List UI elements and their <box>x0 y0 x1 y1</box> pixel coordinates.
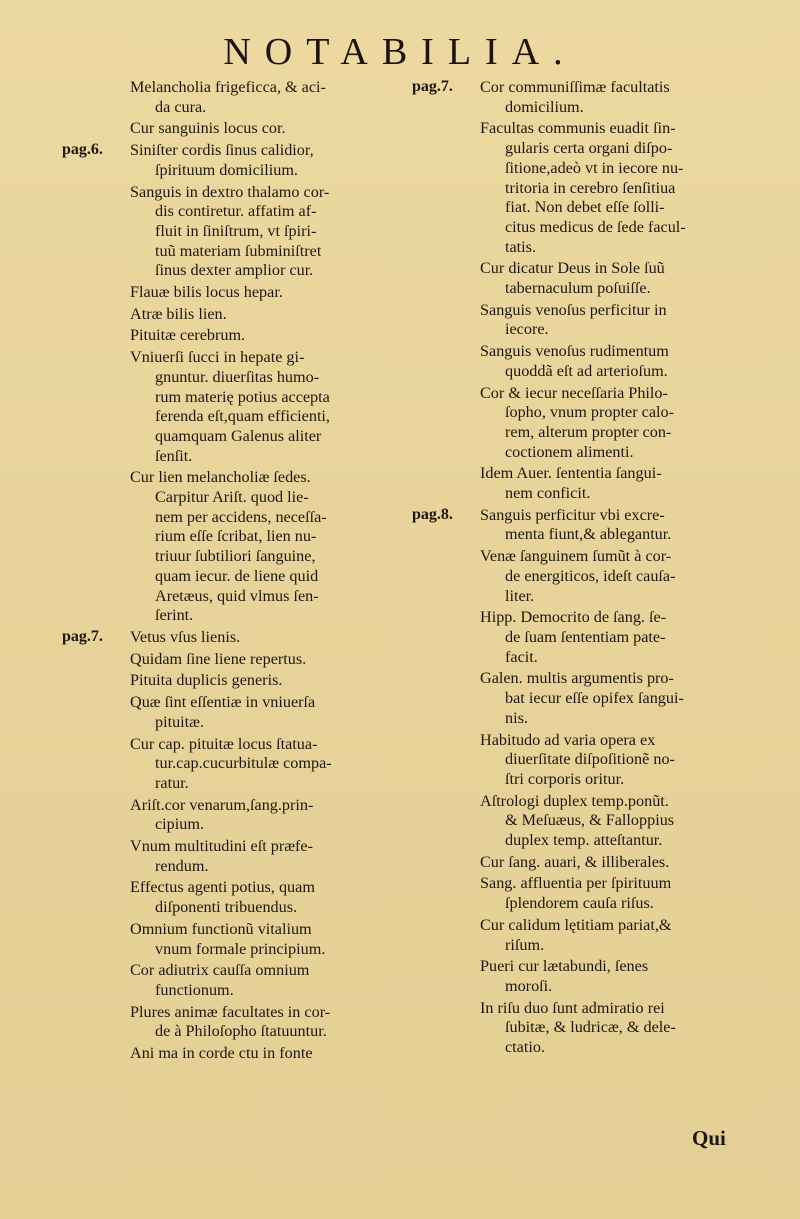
right-column <box>480 78 770 1060</box>
entry-line: gnuntur. diuerſitas humo- <box>155 367 320 386</box>
entry-line: fluit in ſiniſtrum, vt ſpiri- <box>155 221 317 240</box>
index-entry <box>130 348 400 466</box>
entry-line: tatis. <box>505 237 537 256</box>
index-entry <box>130 119 400 139</box>
entry-line: de energiticos, ideſt cauſa- <box>505 566 676 585</box>
index-entry <box>130 671 400 691</box>
index-entry <box>130 326 400 346</box>
index-entry <box>480 853 770 873</box>
entry-line: Omnium functionũ vitalium <box>130 919 312 938</box>
page-reference: pag.6. <box>62 141 103 159</box>
entry-line: vnum formale principium. <box>155 939 326 958</box>
index-entry <box>130 305 400 325</box>
index-entry <box>130 693 400 732</box>
entry-line: triuur ſubtiliori ſanguine, <box>155 547 316 566</box>
entry-line: rem, alterum propter con- <box>505 422 672 441</box>
entry-line: diſponenti tribuendus. <box>155 898 298 917</box>
index-entry <box>130 283 400 303</box>
entry-line: Cur dicatur Deus in Sole ſuũ <box>480 259 665 278</box>
entry-line: fiat. Non debet eſſe ſolli- <box>505 198 665 217</box>
entry-line: nis. <box>505 708 528 727</box>
index-entry <box>130 183 400 282</box>
entry-line: & Meſuæus, & Falloppius <box>505 811 675 830</box>
entry-line: tuũ materiam ſubminiſtret <box>155 241 322 260</box>
index-entry <box>130 141 400 180</box>
entry-line: facit. <box>505 647 538 666</box>
index-entry <box>130 650 400 670</box>
entry-line: ſubitæ, & ludricæ, & dele- <box>505 1018 676 1037</box>
entry-line: riſum. <box>505 935 545 954</box>
entry-line: bat iecur eſſe opifex ſangui- <box>505 689 684 708</box>
index-entry <box>480 608 770 667</box>
index-entry <box>130 78 400 117</box>
entry-line: Sang. affluentia per ſpirituum <box>480 874 672 893</box>
index-entry <box>130 628 400 648</box>
entry-line: nem conficit. <box>505 484 591 503</box>
entry-line: liter. <box>505 586 535 605</box>
entry-line: tritoria in cerebro ſenſitiua <box>505 178 676 197</box>
entry-line: Pueri cur lætabundi, ſenes <box>480 957 649 976</box>
page-title: NOTABILIA. <box>223 31 577 73</box>
index-entry <box>480 506 770 545</box>
entry-line: Pituita duplicis generis. <box>130 671 283 690</box>
entry-line: rum materię potius accepta <box>155 387 330 406</box>
entry-line: Vnum multitudini eſt præfe- <box>130 837 313 856</box>
entry-line: Atræ bilis lien. <box>130 304 227 323</box>
entry-line: Venæ ſanguinem ſumũt à cor- <box>480 547 672 566</box>
entry-line: Melancholia frigeficca, & aci- <box>130 78 326 96</box>
entry-line: domicilium. <box>505 97 584 116</box>
entry-line: Quæ ſint eſſentiæ in vniuerſa <box>130 693 316 712</box>
entry-line: nem per accidens, neceſſa- <box>155 507 327 526</box>
entry-line: de ſuam ſententiam pate- <box>505 627 666 646</box>
index-entry <box>480 384 770 463</box>
entry-line: quam iecur. de liene quid <box>155 566 319 585</box>
entry-line: Sanguis in dextro thalamo cor- <box>130 182 330 201</box>
catchword: Qui <box>692 1126 726 1150</box>
entry-line: ſinus dexter amplior cur. <box>155 261 314 280</box>
index-entry <box>130 468 400 626</box>
index-entry <box>480 342 770 381</box>
entry-line: Ani ma in corde ctu in fonte <box>130 1044 313 1063</box>
entry-line: Vniuerſi ſucci in hepate gi- <box>130 348 305 367</box>
entry-line: de à Philoſopho ſtatuuntur. <box>155 1022 327 1041</box>
entry-line: diuerſitate diſpoſitionẽ no- <box>505 750 675 769</box>
entry-line: Cur calidum lętitiam pariat,& <box>480 915 672 934</box>
entry-line: gularis certa organi diſpo- <box>505 139 673 158</box>
entry-line: Idem Auer. ſententia ſangui- <box>480 464 662 483</box>
left-column <box>130 78 400 1066</box>
entry-line: Aſtrologi duplex temp.ponũt. <box>480 791 669 810</box>
entry-line: citus medicus de ſede facul- <box>505 217 686 236</box>
index-entry <box>130 1003 400 1042</box>
entry-line: functionum. <box>155 980 234 999</box>
entry-line: ſopho, vnum propter calo- <box>505 403 675 422</box>
entry-line: Cor & iecur neceſſaria Philo- <box>480 383 668 402</box>
index-entry <box>480 78 770 117</box>
entry-line: rendum. <box>155 856 209 875</box>
entry-line: Pituitæ cerebrum. <box>130 326 246 345</box>
entry-line: Quidam ſine liene repertus. <box>130 649 307 668</box>
entry-line: quoddã eſt ad arterioſum. <box>505 361 668 380</box>
entry-line: Cor adiutrix cauſſa omnium <box>130 961 310 980</box>
index-entry <box>480 547 770 606</box>
entry-line: ctatio. <box>505 1038 546 1057</box>
entry-line: tur.cap.cucurbitulæ compa- <box>155 754 332 773</box>
entry-line: duplex temp. atteſtantur. <box>505 831 663 850</box>
index-entry <box>480 119 770 257</box>
entry-line: da cura. <box>155 97 207 116</box>
index-entry <box>480 731 770 790</box>
entry-line: Facultas communis euadit ſin- <box>480 119 676 138</box>
entry-line: menta fiunt,& ablegantur. <box>505 525 672 544</box>
entry-line: In riſu duo ſunt admiratio rei <box>480 998 665 1017</box>
entry-line: Hipp. Democrito de ſang. ſe- <box>480 608 667 627</box>
index-entry <box>480 464 770 503</box>
entry-line: rium eſſe ſcribat, lien nu- <box>155 527 317 546</box>
index-entry <box>130 920 400 959</box>
entry-line: Sanguis venoſus perficitur in <box>480 300 667 319</box>
index-entry <box>130 837 400 876</box>
index-entry <box>480 301 770 340</box>
entry-line: quamquam Galenus aliter <box>155 426 322 445</box>
entry-line: Cur sanguinis locus cor. <box>130 119 286 138</box>
entry-line: Ariſt.cor venarum,ſang.prin- <box>130 795 314 814</box>
entry-line: ferenda eſt,quam efficienti, <box>155 407 330 426</box>
entry-line: moroſi. <box>505 976 553 995</box>
entry-line: ſplendorem cauſa riſus. <box>505 894 654 913</box>
index-entry <box>130 796 400 835</box>
entry-line: Cor communiſſimæ facultatis <box>480 78 670 96</box>
entry-line: coctionem alimenti. <box>505 442 634 461</box>
entry-line: ſerint. <box>155 606 194 625</box>
index-entry <box>480 957 770 996</box>
index-entry <box>480 874 770 913</box>
entry-line: Effectus agenti potius, quam <box>130 878 315 897</box>
entry-line: tabernaculum poſuiſſe. <box>505 279 651 298</box>
index-entry <box>130 878 400 917</box>
index-entry <box>480 669 770 728</box>
entry-line: Carpitur Ariſt. quod lie- <box>155 488 309 507</box>
index-entry <box>480 792 770 851</box>
entry-line: Flauæ bilis locus hepar. <box>130 283 283 302</box>
entry-line: Sanguis venoſus rudimentum <box>480 342 669 361</box>
index-entry <box>480 999 770 1058</box>
entry-line: Galen. multis argumentis pro- <box>480 669 674 688</box>
entry-line: Plures animæ facultates in cor- <box>130 1002 331 1021</box>
entry-line: dis contiretur. affatim af- <box>155 202 317 221</box>
index-entry <box>130 961 400 1000</box>
entry-line: Cur ſang. auari, & illiberales. <box>480 852 670 871</box>
entry-line: ſitione,adeò vt in iecore nu- <box>505 158 684 177</box>
page-reference: pag.7. <box>412 78 453 95</box>
index-entry <box>130 735 400 794</box>
entry-line: Siniſter cordis ſinus calidior, <box>130 141 314 160</box>
entry-line: ſpirituum domicilium. <box>155 160 298 179</box>
page-reference: pag.7. <box>62 627 103 645</box>
entry-line: Cur lien melancholiæ ſedes. <box>130 468 311 487</box>
entry-line: ſenſit. <box>155 446 193 465</box>
entry-line: Vetus vſus lienis. <box>130 627 241 646</box>
entry-line: ſtri corporis oritur. <box>505 769 625 788</box>
page-reference: pag.8. <box>412 505 453 523</box>
entry-line: Aretæus, quid vlmus ſen- <box>155 586 319 605</box>
index-entry <box>480 259 770 298</box>
entry-line: Habitudo ad varia opera ex <box>480 730 656 749</box>
entry-line: Cur cap. pituitæ locus ſtatua- <box>130 734 318 753</box>
entry-line: ratur. <box>155 773 189 792</box>
entry-line: iecore. <box>505 320 549 339</box>
index-entry <box>130 1044 400 1064</box>
index-entry <box>480 916 770 955</box>
entry-line: Sanguis perficitur vbi excre- <box>480 505 665 524</box>
entry-line: pituitæ. <box>155 712 205 731</box>
entry-line: cipium. <box>155 815 205 834</box>
